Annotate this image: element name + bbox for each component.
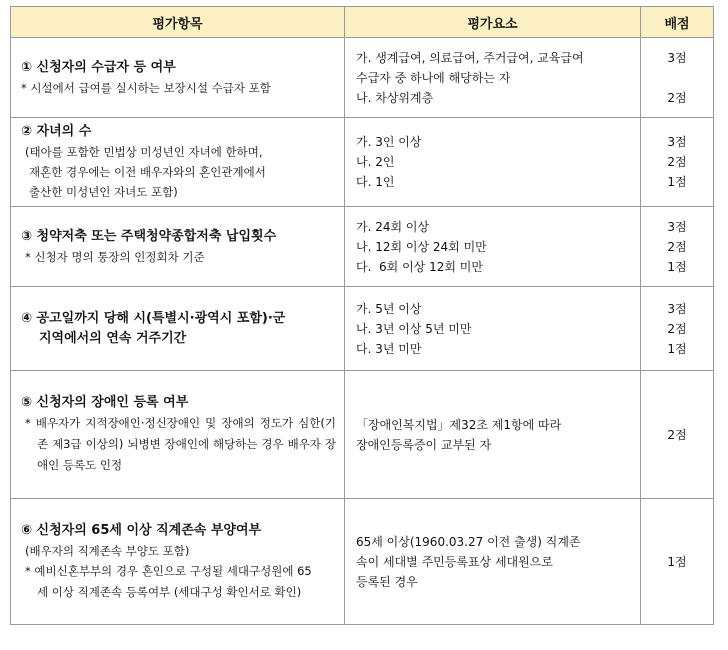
score-value: 1점 <box>667 259 687 274</box>
score-value: 2점 <box>667 90 687 105</box>
score-value: 2점 <box>667 239 687 254</box>
table-row <box>11 371 714 499</box>
score-value: 2점 <box>667 427 687 442</box>
table-row <box>11 38 714 118</box>
score-cell <box>641 287 714 371</box>
element-line: 「장애인복지법」제32조 제1항에 따라 <box>356 417 562 432</box>
header-item: 평가항목 <box>11 7 345 38</box>
element-cell <box>345 499 641 625</box>
score-value: 3점 <box>667 50 687 65</box>
table-row <box>11 118 714 207</box>
item-note: * 시설에서 급여를 실시하는 보장시설 수급자 포함 <box>21 80 271 95</box>
item-note: 출산한 미성년인 자녀도 포함) <box>29 185 178 199</box>
item-note: 재혼한 경우에는 이전 배우자와의 혼인관계에서 <box>29 165 266 179</box>
element-line: 나. 2인 <box>356 155 395 169</box>
item-cell <box>11 371 345 499</box>
score-cell <box>641 38 714 118</box>
item-title: ⑥ 신청자의 65세 이상 직계존속 부양여부 <box>21 522 262 538</box>
item-note: * 신청자 명의 통장의 인정회차 기준 <box>25 249 205 264</box>
item-title: ⑤ 신청자의 장애인 등록 여부 <box>21 395 189 410</box>
element-cell <box>345 118 641 207</box>
element-cell <box>345 38 641 118</box>
item-title-cont: 지역에서의 연속 거주기간 <box>39 330 187 346</box>
element-line: 등록된 경우 <box>356 574 418 589</box>
score-cell <box>641 207 714 287</box>
item-note: * 예비신혼부부의 경우 혼인으로 구성될 세대구성원에 65세 이상 직계존속 등록여부 (세대구성 확인서로 확인) <box>25 563 312 599</box>
element-line: 나. 3년 이상 5년 미만 <box>356 321 472 336</box>
item-note: * 배우자가 지적장애인·정신장애인 및 장애의 정도가 심한(기존 제3급 이상의) 뇌병변 장애인에 해당하는 경우 배우자 장애인 등록도 인정 <box>25 416 336 472</box>
score-cell <box>641 371 714 499</box>
element-line: 65세 이상(1960.03.27 이전 출생) 직계존 <box>356 534 581 549</box>
element-line: 다. 6회 이상 12회 미만 <box>356 259 483 274</box>
element-line: 나. 12회 이상 24회 미만 <box>356 239 487 254</box>
table-row <box>11 499 714 625</box>
score-value: 3점 <box>667 301 687 316</box>
item-cell <box>11 499 345 625</box>
score-value: 3점 <box>667 219 687 234</box>
table-row <box>11 287 714 371</box>
item-note: (태아를 포함한 민법상 미성년인 자녀에 한하며, <box>25 145 263 159</box>
item-cell <box>11 38 345 118</box>
item-title: ② 자녀의 수 <box>21 124 92 139</box>
element-line: 다. 1인 <box>356 175 395 189</box>
element-line: 가. 24회 이상 <box>356 219 430 234</box>
item-title: ③ 청약저축 또는 주택청약종합저축 납입횟수 <box>21 228 277 244</box>
header-score: 배점 <box>641 7 714 38</box>
score-value: 2점 <box>667 321 687 336</box>
header-row <box>11 7 714 38</box>
element-line: 수급자 중 하나에 해당하는 자 <box>356 70 511 85</box>
element-cell <box>345 371 641 499</box>
header-element: 평가요소 <box>345 7 641 38</box>
element-line: 장애인등록증이 교부된 자 <box>356 437 492 452</box>
element-cell <box>345 207 641 287</box>
score-value: 1점 <box>667 554 687 569</box>
item-cell <box>11 207 345 287</box>
evaluation-table <box>10 6 714 625</box>
score-value: 1점 <box>667 175 687 189</box>
item-cell <box>11 118 345 207</box>
item-title: ① 신청자의 수급자 등 여부 <box>21 59 176 75</box>
item-paren: (배우자의 직계존속 부양도 포함) <box>25 543 190 558</box>
table-row <box>11 207 714 287</box>
element-line: 가. 생계급여, 의료급여, 주거급여, 교육급여 <box>356 50 584 65</box>
element-line: 나. 차상위계층 <box>356 90 434 105</box>
score-value: 1점 <box>667 341 687 356</box>
element-cell <box>345 287 641 371</box>
item-title: ④ 공고일까지 당해 시(특별시·광역시 포함)·군 <box>21 310 286 326</box>
element-line: 속이 세대별 주민등록표상 세대원으로 <box>356 554 553 569</box>
element-line: 가. 5년 이상 <box>356 301 422 316</box>
item-cell <box>11 287 345 371</box>
element-line: 가. 3인 이상 <box>356 135 422 149</box>
score-cell <box>641 118 714 207</box>
element-line: 다. 3년 미만 <box>356 341 422 356</box>
score-value: 2점 <box>667 155 687 169</box>
score-cell <box>641 499 714 625</box>
score-value: 3점 <box>667 135 687 149</box>
